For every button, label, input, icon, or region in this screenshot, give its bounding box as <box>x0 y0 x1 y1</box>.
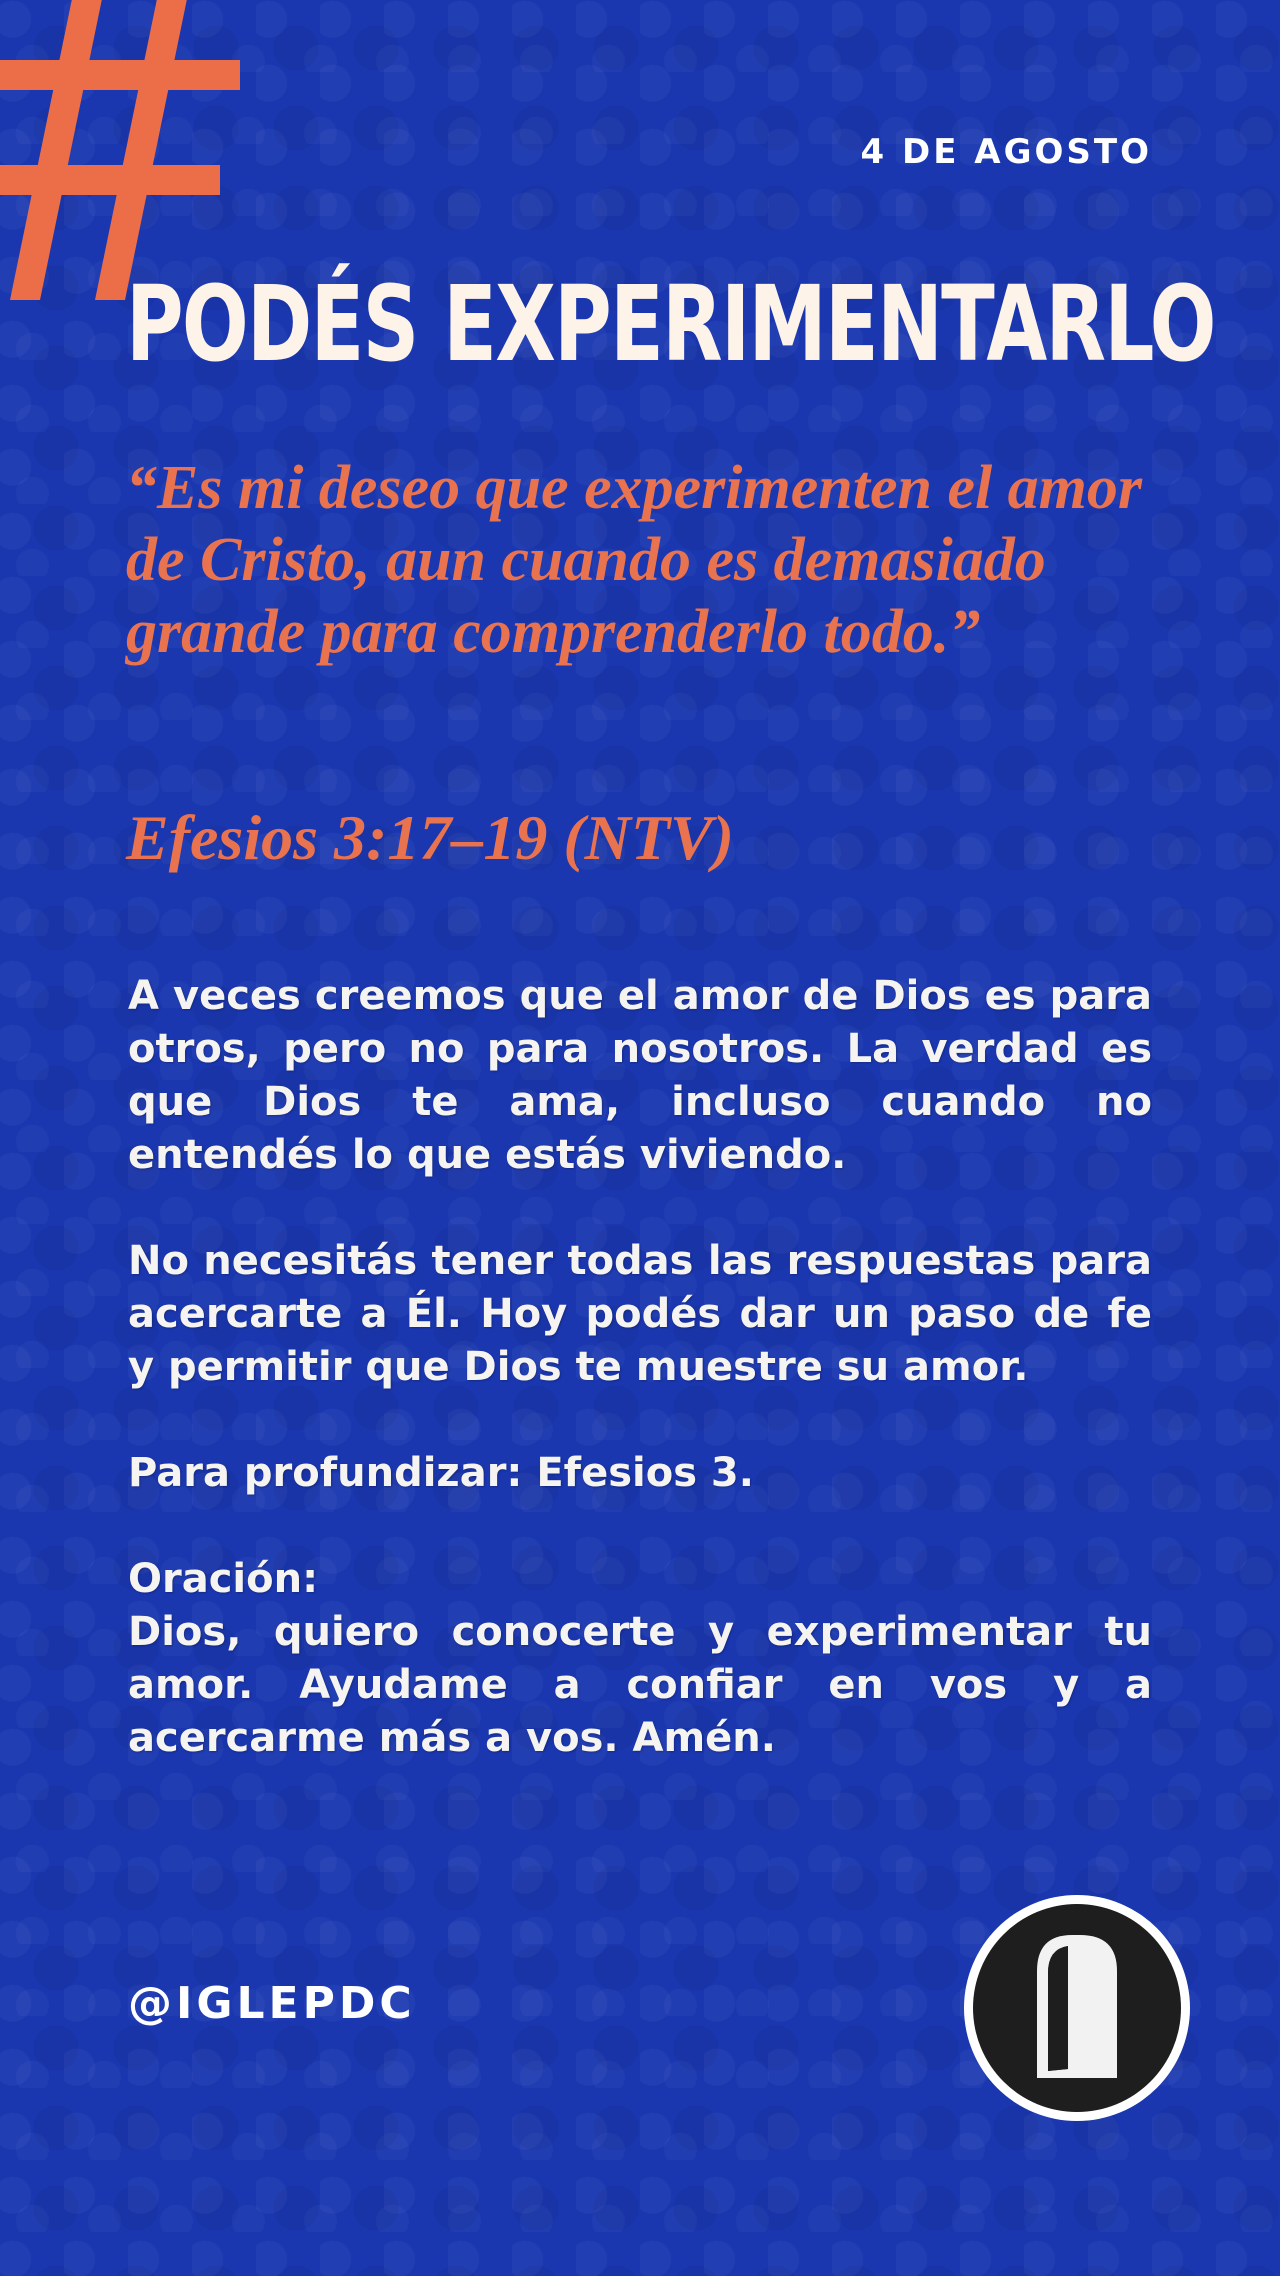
page-title: PODÉS EXPERIMENTARLO <box>126 263 1215 385</box>
devotional-body <box>128 970 1152 1765</box>
verse-reference: Efesios 3:17–19 (NTV) <box>126 802 734 873</box>
date-label: 4 DE AGOSTO <box>860 132 1152 172</box>
further-reading: Para profundizar: Efesios 3. <box>128 1450 754 1496</box>
social-handle: @IGLEPDC <box>128 1978 416 2029</box>
paragraph-two: No necesitás tener todas las respuestas para acercarte a Él. Hoy podés dar un paso de fe y permitir que Dios te muestre su amor. <box>128 1238 1152 1390</box>
verse-quote: “Es mi deseo que experimenten el amor de Cristo, aun cuando es demasiado grande para comprenderlo todo.” <box>126 454 1143 666</box>
church-door-logo <box>962 1893 1192 2123</box>
hashtag-icon <box>0 0 260 300</box>
paragraph-one: A veces creemos que el amor de Dios es para otros, pero no para nosotros. La verdad es que Dios te ama, incluso cuando no entendés lo que estás viviendo. <box>128 973 1152 1178</box>
prayer-text: Dios, quiero conocerte y experimentar tu amor. Ayudame a confiar en vos y a acercarme más a vos. Amén. <box>128 1609 1152 1761</box>
prayer-label: Oración: <box>128 1556 319 1602</box>
